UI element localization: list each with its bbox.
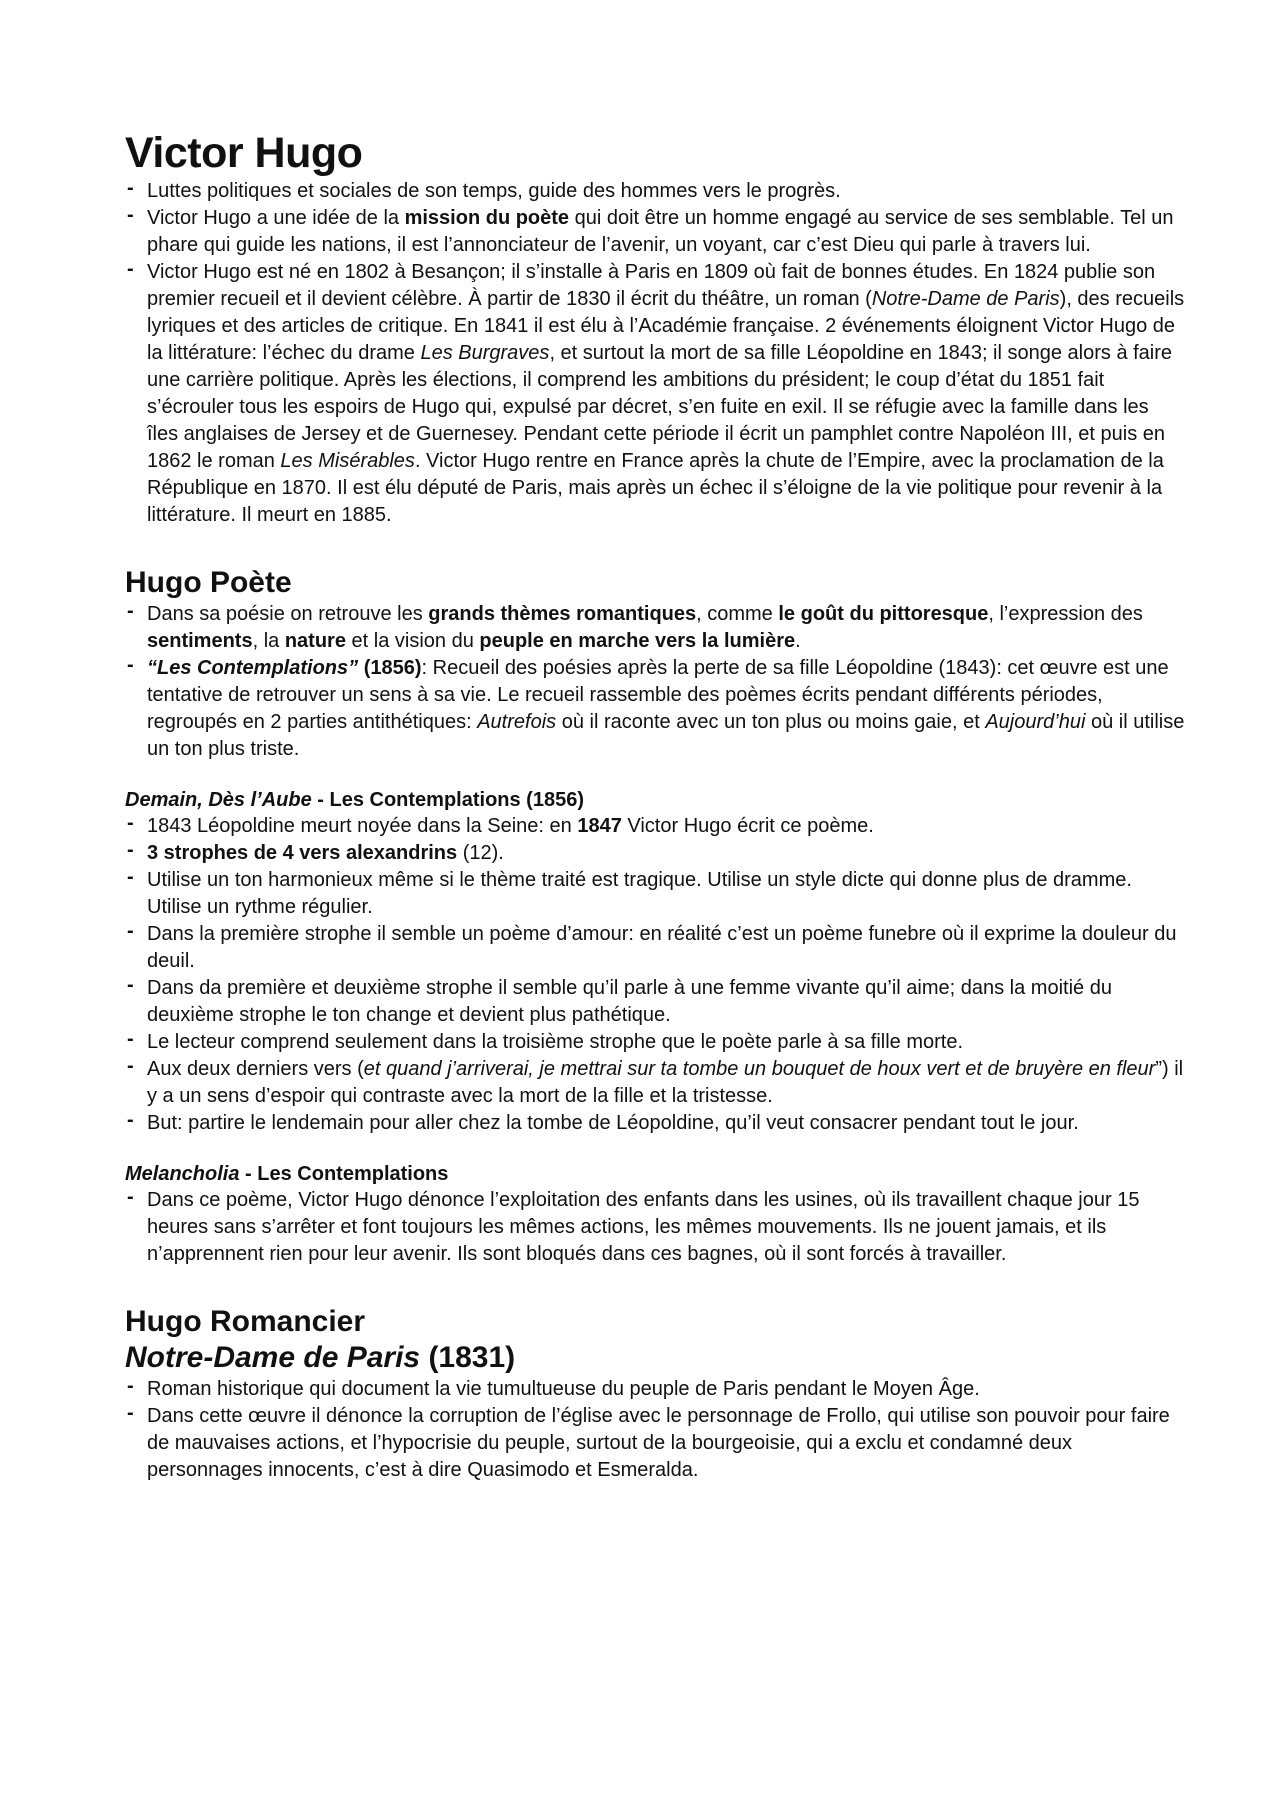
text-segment: nature: [284, 630, 346, 652]
list-item: [125, 655, 1185, 763]
text-segment: Dans la première strophe il semble un poème d’amour: en réalité c’est un poème funebre où il exprime la douleur du deuil.: [147, 923, 1177, 972]
text-segment: .: [795, 630, 801, 652]
text-segment: [147, 657, 358, 679]
text-segment: ), des recueils lyriques et des articles de critique. En 1841 il est élu à l’Académie française. 2 événements éloignent Victor Hugo de la littérature: l’échec du drame: [147, 288, 1185, 364]
romancier-list: [125, 1376, 1185, 1484]
text-segment: 1847: [577, 815, 622, 837]
text-segment: 1843 Léopoldine meurt noyée dans la Seine: en: [147, 815, 578, 837]
text-segment: “Les Contemplations”: [147, 657, 359, 679]
text-segment: Notre-Dame de Paris: [871, 288, 1060, 310]
list-item: [125, 813, 1185, 840]
text-segment: Dans ce poème, Victor Hugo dénonce l’exploitation des enfants dans les usines, où ils travaillent chaque jour 15 heures sans s’arrêter et font toujours les mêmes actions, les mêmes mouvements. Ils ne jouent jamais, et ils n’apprennent rien pour leur avenir. Ils sont bloqués dans ces bagnes, où il sont forcés à travailler.: [147, 1189, 1140, 1265]
subheading-melancholia: [125, 1161, 1185, 1187]
intro-list: [125, 178, 1185, 529]
list-item: [125, 259, 1185, 529]
text-segment: Roman historique qui document la vie tumultueuse du peuple de Paris pendant le Moyen Âge.: [147, 1378, 980, 1400]
list-item: [125, 1376, 1185, 1403]
text-segment: : Recueil des poésies après la perte de sa fille Léopoldine (1843): cet œuvre est une tentative de retrouver un sens à sa vie. Le recueil rassemble des poèmes écrits pendant différents périodes, regroupés en 2 parties antithétiques:: [147, 657, 1169, 733]
text-segment: , et surtout la mort de sa fille Léopoldine en 1843; il songe alors à faire une carrière politique. Après les élections, il comprend les ambitions du président; le coup d’état du 1851 fait s’écrouler tous les espoirs de Hugo qui, expulsé par décret, s’en fuite en exil. Il se réfugie avec la famille dans les îles anglaises de Jersey et de Guernesey. Pendant cette période il écrit un pamphlet contre Napoléon III, et puis en 1862 le roman: [147, 342, 1173, 472]
subheading-demain: [125, 787, 1185, 813]
text-segment: peuple en marche vers la lumière: [479, 630, 796, 652]
text-segment: sentiments: [147, 630, 253, 652]
text-segment: ”) il y a un sens d’espoir qui contraste avec la mort de la fille et la tristesse.: [147, 1058, 1184, 1107]
text-segment: qui doit être un homme engagé au service de ses semblable. Tel un phare qui guide les nations, il est l’annonciateur de l’avenir, un voyant, car c’est Dieu qui parle à travers lui.: [147, 207, 1174, 256]
list-item: [125, 178, 1185, 205]
text-segment: , l’expression des: [988, 603, 1143, 625]
text-segment: Luttes politiques et sociales de son temps, guide des hommes vers le progrès.: [147, 180, 841, 202]
text-segment: (1856): [358, 657, 422, 679]
text-segment: Victor Hugo a une idée de la: [147, 207, 405, 229]
text-segment: et la vision du: [345, 630, 480, 652]
text-segment: Les Misérables: [280, 450, 415, 472]
melancholia-list: [125, 1187, 1185, 1268]
text-segment: Victor Hugo est né en 1802 à Besançon; il s’installe à Paris en 1809 où fait de bonnes études. En 1824 publie son premier recueil et il devient célèbre. À partir de 1830 il écrit du théâtre, un roman (: [147, 261, 1156, 310]
book-heading: [125, 1340, 1185, 1376]
text-segment: Dans sa poésie on retrouve les: [147, 603, 429, 625]
page-title: Victor Hugo: [125, 129, 363, 177]
list-item: [125, 1110, 1185, 1137]
document-page: [125, 128, 1185, 1484]
list-item: [125, 975, 1185, 1029]
text-segment: mission du poète: [404, 207, 570, 229]
list-item: [125, 840, 1185, 867]
text-segment: le goût du pittoresque: [778, 603, 989, 625]
subheading-demain-rest: - Les Contemplations (1856): [311, 789, 584, 811]
text-segment: Utilise un ton harmonieux même si le thème traité est tragique. Utilise un style dicte qui donne plus de dramme. Utilise un rythme régulier.: [147, 869, 1132, 918]
subheading-melancholia-italic: Melancholia: [125, 1163, 240, 1185]
text-segment: où il raconte avec un ton plus ou moins gaie, et: [556, 711, 986, 733]
list-item: [125, 1056, 1185, 1110]
text-segment: (12).: [457, 842, 504, 864]
text-segment: Autrefois: [477, 711, 557, 733]
subheading-melancholia-rest: - Les Contemplations: [239, 1163, 449, 1185]
list-item: [125, 1029, 1185, 1056]
section-heading-romancier: Hugo Romancier: [125, 1305, 366, 1338]
text-segment: But: partire le lendemain pour aller chez la tombe de Léopoldine, qu’il veut consacrer pendant tout le jour.: [147, 1112, 1079, 1134]
text-segment: Aujourd’hui: [985, 711, 1086, 733]
text-segment: grands thèmes romantiques: [428, 603, 697, 625]
list-item: [125, 867, 1185, 921]
text-segment: Aux deux derniers vers (: [147, 1058, 364, 1080]
list-item: [125, 205, 1185, 259]
text-segment: Le lecteur comprend seulement dans la troisième strophe que le poète parle à sa fille morte.: [147, 1031, 964, 1053]
list-item: [125, 1403, 1185, 1484]
section-heading-poete: Hugo Poète: [125, 566, 292, 599]
list-item: [125, 1187, 1185, 1268]
text-segment: , comme: [696, 603, 779, 625]
text-segment: . Victor Hugo rentre en France après la chute de l’Empire, avec la proclamation de la République en 1870. Il est élu député de Paris, mais après un échec il s’éloigne de la vie politique pour revenir à la littérature. Il meurt en 1885.: [147, 450, 1164, 526]
list-item: [125, 921, 1185, 975]
book-year: (1831): [420, 1341, 516, 1374]
text-segment: Dans cette œuvre il dénonce la corruption de l’église avec le personnage de Frollo, qui utilise son pouvoir pour faire de mauvaises actions, et l’hypocrisie du peuple, surtout de la bourgeoisie, qui a exclu et condamné deux personnages innocents, c’est à dire Quasimodo et Esmeralda.: [147, 1405, 1170, 1481]
demain-list: [125, 813, 1185, 1137]
text-segment: Victor Hugo écrit ce poème.: [621, 815, 874, 837]
list-item: [125, 601, 1185, 655]
book-title: Notre-Dame de Paris: [125, 1341, 421, 1374]
text-segment: Dans da première et deuxième strophe il semble qu’il parle à une femme vivante qu’il aime; dans la moitié du deuxième strophe le ton change et devient plus pathétique.: [147, 977, 1112, 1026]
text-segment: 3 strophes de 4 vers alexandrins: [147, 842, 458, 864]
text-segment: Les Burgraves: [420, 342, 550, 364]
text-segment: où il utilise un ton plus triste.: [147, 711, 1185, 760]
subheading-demain-italic: Demain, Dès l’Aube: [125, 789, 312, 811]
text-segment: et quand j’arriverai, je mettrai sur ta tombe un bouquet de houx vert et de bruyère en fleur: [363, 1058, 1156, 1080]
poete-list: [125, 601, 1185, 763]
text-segment: , la: [252, 630, 285, 652]
